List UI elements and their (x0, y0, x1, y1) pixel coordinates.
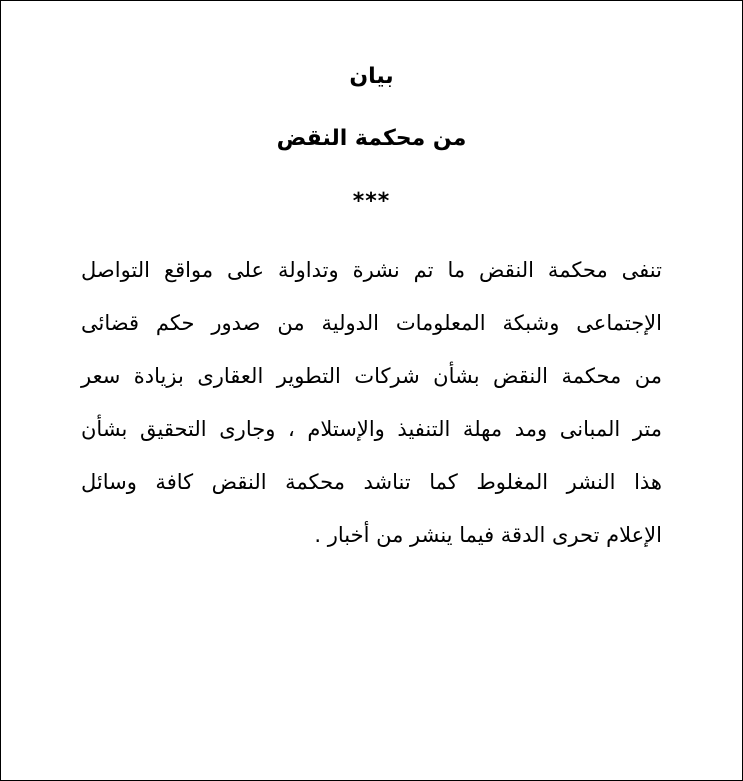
body-line-3: من محكمة النقض بشأن شركات التطوير العقارى بزيادة سعر (81, 364, 662, 388)
body-line-4: متر المبانى ومد مهلة التنفيذ والإستلام ، وجارى التحقيق بشأن (81, 417, 662, 441)
body-line-5: هذا النشر المغلوط كما تناشد محكمة النقض كافة وسائل (81, 470, 662, 494)
separator-stars: *** (352, 189, 391, 214)
body-line-1: تنفى محكمة النقض ما تم نشرة وتداولة على مواقع التواصل (81, 258, 662, 282)
document-title: بيان (349, 64, 394, 89)
body-line-6: الإعلام تحرى الدقة فيما ينشر من أخبار . (314, 523, 662, 547)
body-line-2: الإجتماعى وشبكة المعلومات الدولية من صدور حكم قضائى (81, 311, 662, 335)
document-subtitle: من محكمة النقض (276, 126, 467, 151)
statement-body (81, 244, 662, 562)
